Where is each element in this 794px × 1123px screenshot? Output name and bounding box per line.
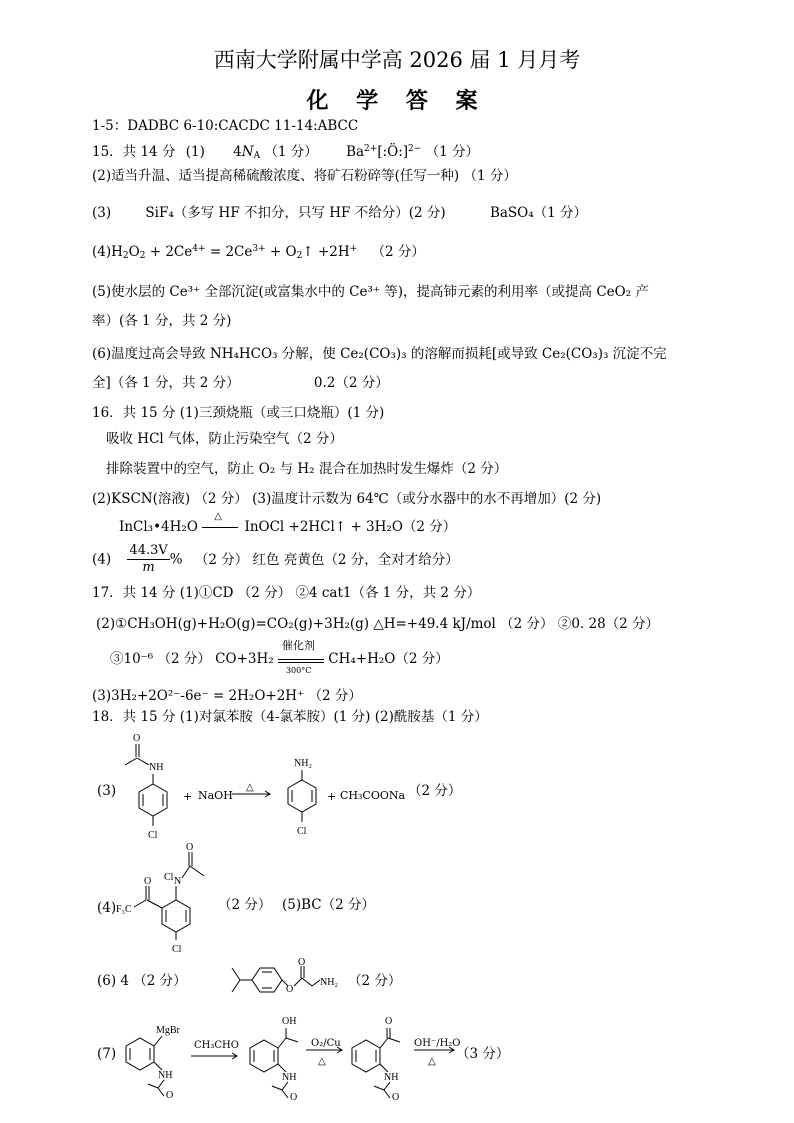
q16-l3: 排除装置中的空气，防止 O₂ 与 H₂ 混合在加热时发生爆炸（2 分） [106, 461, 508, 477]
q16-product: InOCl +2HCl↑ + 3H₂O（2 分） [244, 519, 457, 535]
q17-l3-b: CH₄+H₂O（2 分） [328, 651, 449, 667]
q18-p6-label: (6) 4 （2 分） [97, 973, 187, 989]
plus-2: + [327, 790, 337, 803]
q15-p3-text: SiF₄（多写 HF 不扣分，只写 HF 不给分）(2 分) [145, 205, 446, 221]
atom-nh: NH [149, 762, 164, 773]
acetamide-chlorobenzene-structure [115, 728, 185, 848]
q15-p6-b: 0.2（2 分） [313, 375, 389, 391]
atom-o-6: O [166, 1090, 174, 1101]
q15-heading: 15．共 14 分 [92, 144, 176, 160]
svg-text:△: △ [246, 782, 254, 793]
svg-text:N: N [174, 876, 182, 887]
q16-heading: 16．共 15 分 (1)三颈烧瓶（或三口烧瓶）(1 分) [92, 405, 385, 421]
q18-p6-score: （2 分） [348, 973, 402, 989]
q18-p3-score: （2 分） [408, 783, 462, 799]
arrow-2 [306, 1042, 346, 1068]
q15-p6-line1: (6)温度过高会导致 NH₄HCO₃ 分解，使 Ce₂(CO₃)₃ 的溶解而损耗[或导致 Ce₂(CO₃)₃ 沉淀不完 [92, 346, 667, 362]
q15-p1-number: 4 [233, 144, 242, 160]
q15-p6-line2-text: 全]（各 1 分，共 2 分） [92, 375, 240, 391]
q18-p6-structure [228, 958, 348, 998]
atom-o: O [133, 733, 141, 744]
plus-1: + [183, 790, 193, 803]
q18-p4-structure [110, 840, 220, 965]
q15-p1-label: (1) [185, 144, 205, 160]
atom-o-9: O [392, 1092, 400, 1103]
atom-nh-3: NH [282, 1072, 297, 1083]
q15-p5-line2: 率）(各 1 分，共 2 分) [92, 313, 232, 329]
atom-o-3: O [186, 842, 194, 853]
q16-l6-rest: （2 分） 红色 亮黄色（2 分，全对才给分） [194, 551, 459, 568]
reagent-o2-cu: O₂/Cu [311, 1038, 341, 1049]
q16-l5 [119, 511, 457, 535]
atom-oh: OH [282, 1016, 297, 1027]
q15-p4 [92, 244, 425, 260]
atom-o-8: O [385, 1016, 393, 1027]
q17-l4: (3)3H₂+2O²⁻-6e⁻ = 2H₂O+2H⁺ （2 分） [92, 688, 362, 704]
atom-cl-2: Cl [297, 826, 307, 837]
atom-cl: Cl [148, 830, 158, 841]
ketone-intermediate-structure [346, 1010, 412, 1103]
reaction-arrow-heat [232, 782, 274, 798]
svg-text:△: △ [428, 1056, 436, 1067]
reagent-acetaldehyde: CH₃CHO [194, 1040, 239, 1051]
bao2-bracket: [:Ö:] [377, 144, 409, 160]
q15-p1-symbol: N [241, 144, 254, 160]
atom-nh2-2: NH₂ [320, 977, 338, 988]
q18-p4-label: (4) [97, 900, 117, 916]
q15-p1-ion: Ba [346, 144, 365, 160]
q15-line1: 15．共 14 分 (1) $4N_A$ （1 分） $Ba^{2+}[:Ö:]^{2-}$ （1 分） [92, 144, 479, 161]
q16-l6 [92, 543, 459, 576]
multiple-choice-answers: 1-5：DADBC 6-10:CACDC 11-14:ABCC [92, 118, 359, 134]
q18-p4-score: （2 分） [218, 897, 272, 913]
percent-sign: % [169, 551, 183, 568]
naoh: NaOH [198, 789, 233, 802]
q18-p3-label: (3) [97, 783, 117, 799]
atom-mgbr: MgBr [156, 1025, 180, 1036]
alcohol-intermediate-structure [244, 1010, 310, 1103]
atom-f3c: F₃C [116, 904, 132, 915]
arrow-3 [414, 1042, 458, 1068]
q18-p7-label: (7) [97, 1046, 117, 1062]
q18-p5: (5)BC（2 分） [282, 897, 376, 913]
q15-p3 [92, 205, 587, 221]
q17-l3-a: ③10⁻⁶ （2 分） CO+3H₂ [110, 651, 274, 667]
fraction-denominator: m [142, 560, 155, 575]
svg-text:△: △ [318, 1056, 326, 1067]
q15-p1-score-a: （1 分） [264, 144, 318, 160]
q18-p7-score: （3 分） [456, 1046, 510, 1062]
q15-p4-score: （2 分） [371, 244, 425, 260]
exam-title: 西南大学附属中学高 2026 届 1 月月考 [213, 48, 581, 72]
atom-nh2: NH₂ [294, 758, 312, 769]
q15-p4-label: (4) [92, 244, 112, 260]
atom-cl-n: Cl [164, 872, 174, 883]
catalyst-arrow [278, 638, 324, 675]
fraction [127, 543, 169, 576]
reagent-oh-water: OH⁻/H₂O [414, 1038, 461, 1049]
catalyst-label: 催化剂 [281, 638, 315, 652]
q17-l3 [110, 638, 449, 675]
atom-o-4: O [286, 984, 294, 995]
temperature-label: 300°C [285, 665, 312, 675]
q15-p3-b: BaSO₄（1 分） [489, 205, 588, 221]
q17-heading: 17．共 14 分 (1)①CD （2 分） ②4 cat1（各 1 分，共 2 分） [92, 585, 481, 601]
q18-heading: 18．共 15 分 (1)对氯苯胺（4-氯苯胺）(1 分) (2)酰胺基（1 分） [92, 709, 488, 725]
heat-arrow: △ [202, 519, 240, 535]
sodium-acetate: CH₃COONa [340, 789, 406, 802]
q16-l2: 吸收 HCl 气体，防止污染空气（2 分） [106, 431, 343, 447]
atom-nh-4: NH [384, 1072, 399, 1083]
atom-nh-2: NH [158, 1070, 173, 1081]
atom-cl-3: Cl [172, 944, 182, 955]
q16-p4-label: (4) [92, 551, 112, 568]
fraction-numerator: 44.3V [129, 543, 168, 558]
atom-o-5: O [298, 957, 306, 968]
q15-p4-equation: $H_2O_2 + 2Ce^{4+} = 2Ce^{3+}$ + $O_2↑ +2H^+$ [111, 244, 358, 261]
q15-p2: (2)适当升温、适当提高稀硫酸浓度、将矿石粉碎等(任写一种) （1 分） [92, 168, 517, 184]
atom-o-2: O [144, 876, 152, 887]
atom-o-7: O [290, 1092, 298, 1103]
q15-p5-line1: (5)使水层的 Ce³⁺ 全部沉淀(或富集水中的 Ce³⁺ 等)，提高铈元素的利用率（或提高 CeO₂ 产 [92, 284, 649, 300]
grignard-structure [118, 1018, 182, 1101]
q16-reactant: InCl₃•4H₂O [119, 519, 198, 535]
q15-p1-score-b: （1 分） [425, 144, 479, 160]
q17-l2: (2)①CH₃OH(g)+H₂O(g)=CO₂(g)+3H₂(g) △H=+49.4 kJ/mol （2 分） ②0. 28（2 分） [96, 616, 660, 632]
answer-key-title: 化 学 答 案 [306, 88, 488, 114]
q15-p3-label: (3) [92, 205, 112, 221]
q15-p6-line2 [92, 375, 389, 391]
q16-l4: (2)KSCN(溶液) （2 分） (3)温度计示数为 64℃（或分水器中的水不再增加）(2 分) [92, 491, 602, 507]
q15-p1-sub: A [253, 151, 261, 161]
